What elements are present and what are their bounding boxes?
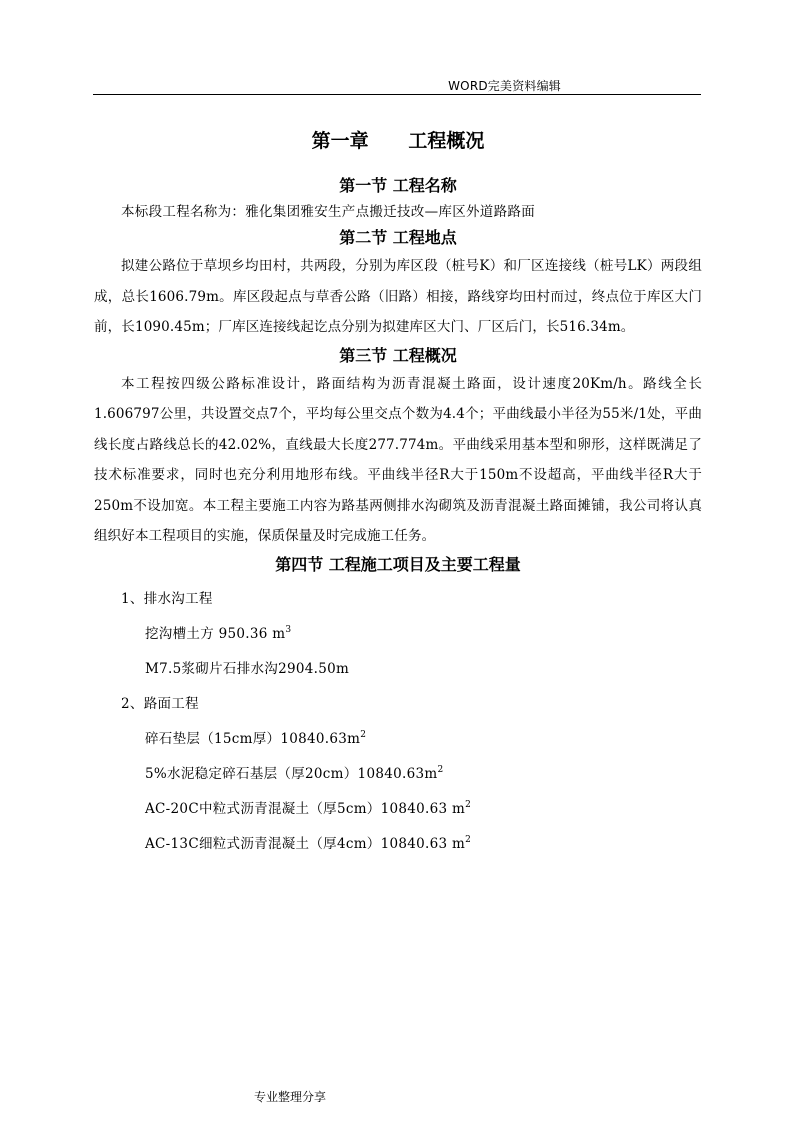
pavement-heading: 2、路面工程 <box>121 695 199 712</box>
section-2-text: 拟建公路位于草坝乡均田村，共两段，分别为库区段（桩号K）和厂区连接线（桩号LK）两段组成，总长1606.79m。库区段起点与草香公路（旧路）相接，路线穿均田村而过，终点位于库区大门前，长1090.45m；厂库区连接线起讫点分别为拟建库区大门、厂区后门，长516.34m。 <box>94 258 702 335</box>
chapter-title: 第一章 工程概况 <box>311 130 485 152</box>
document-body <box>94 126 702 862</box>
section-4-title: 第四节 工程施工项目及主要工程量 <box>275 554 521 574</box>
section-1-title: 第一节 工程名称 <box>339 176 457 195</box>
list-item: M7.5浆砌片石排水沟2904.50m <box>145 660 350 677</box>
list-item: 碎石垫层（15cm厚）$10840.63m^2$ <box>145 729 367 747</box>
header-divider <box>93 94 701 95</box>
page-footer: 专业整理分享 <box>254 1090 327 1104</box>
drainage-heading: 1、排水沟工程 <box>121 590 213 607</box>
list-item: 挖沟槽土方 950.36 $m^3$ <box>145 624 292 642</box>
page-header: WORD完美资料编辑 <box>448 79 561 93</box>
section-1-text: 本标段工程名称为：雅化集团雅安生产点搬迁技改—库区外道路路面 <box>121 204 535 220</box>
section-3-title: 第三节 工程概况 <box>339 345 457 365</box>
section-3-text: 本工程按四级公路标准设计，路面结构为沥青混凝土路面，设计速度20Km/h。路线全长1.606797公里，共设置交点7个，平均每公里交点个数为4.4个；平曲线最小半径为55米/1处，平曲线长度占路线总长的42.02%，直线最大长度277.774m。平曲线采用基本型和卵形，这样既满足了技术标准要求，同时也充分利用地形布线。平曲线半径R大于150m不设超高，平曲线半径R大于250m不设加宽。本工程主要施工内容为路基两侧排水沟砌筑及沥青混凝土路面摊铺，我公司将认真组织好本工程项目的实施，保质保量及时完成施工任务。 <box>94 375 702 544</box>
list-item: AC-20C中粒式沥青混凝土（厚5cm）10840.63 $m^2$ <box>145 799 472 817</box>
list-item: 5%水泥稳定碎石基层（厚$20cm)10840.63m^2$ <box>145 764 444 782</box>
section-2-title: 第二节 工程地点 <box>339 228 457 247</box>
work-items-list <box>94 582 702 862</box>
list-item: AC-13C细粒式沥青混凝土（厚4cm）10840.63 $m^2$ <box>145 834 472 852</box>
